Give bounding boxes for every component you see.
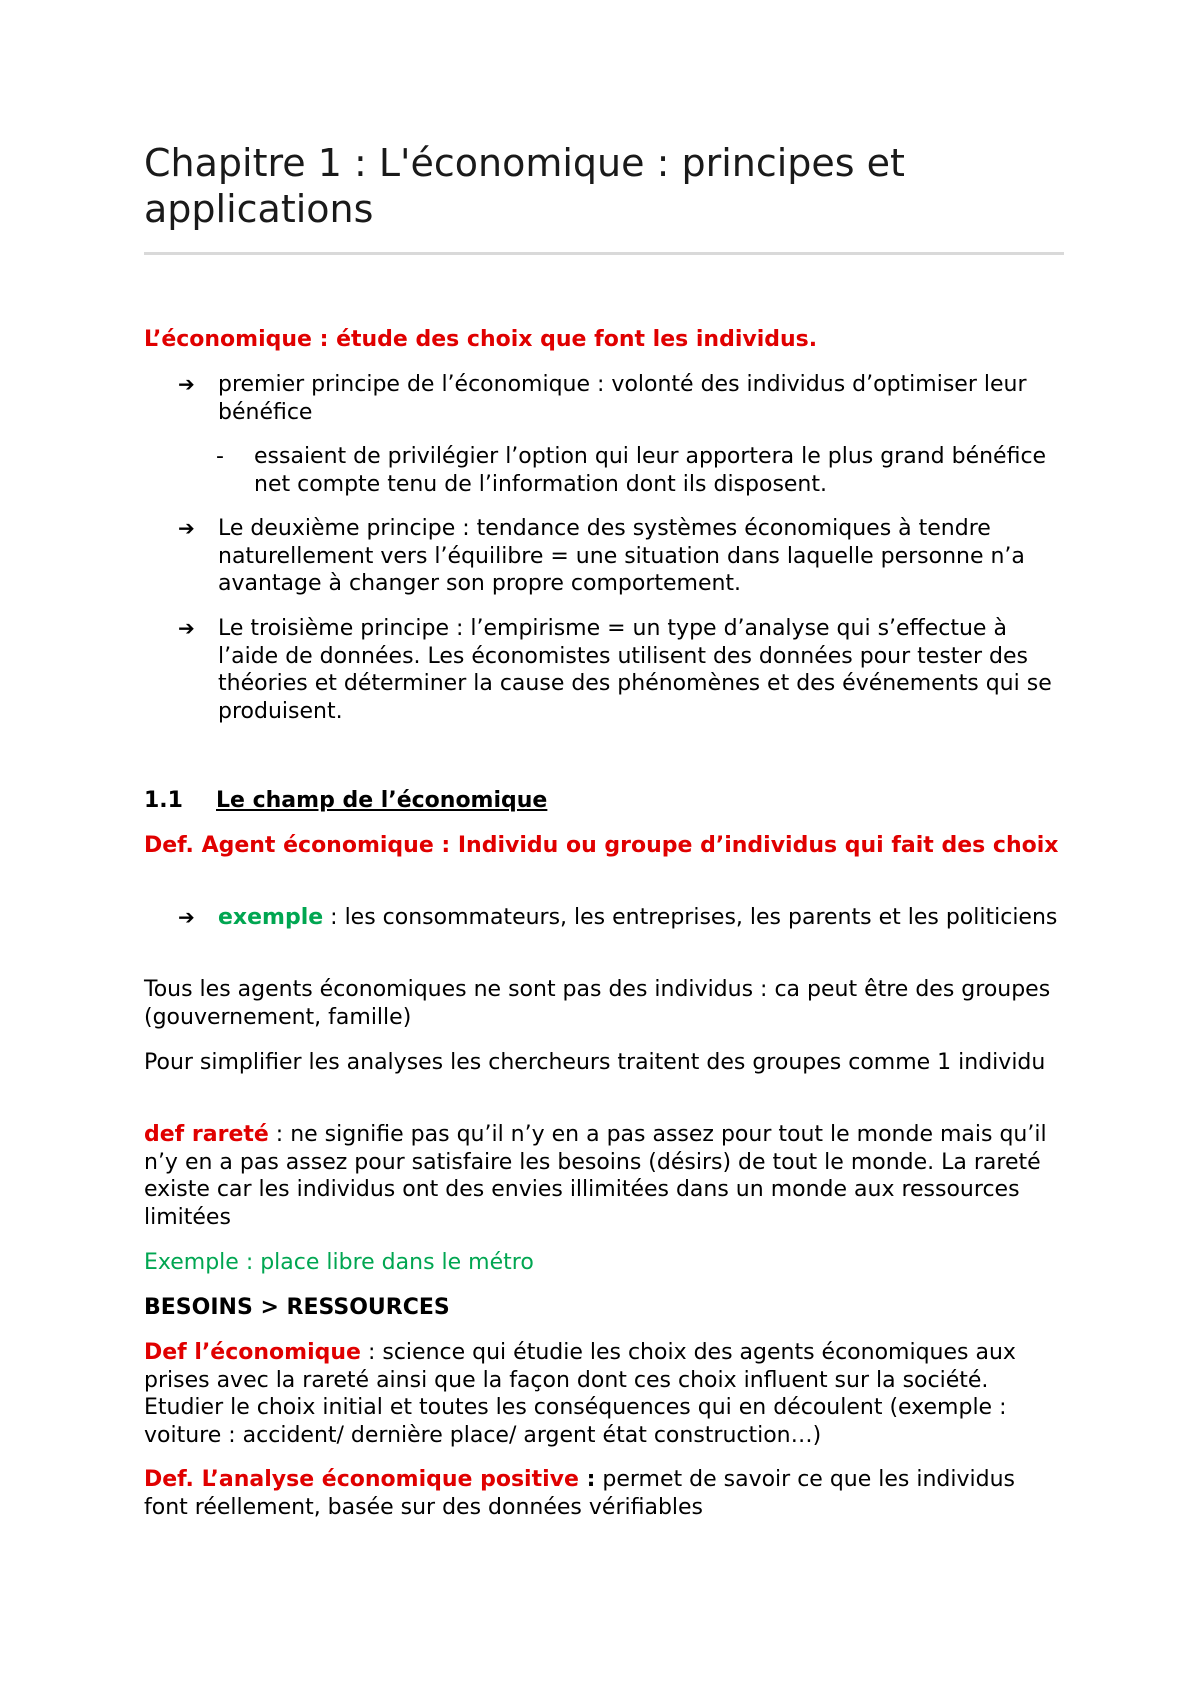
section-number: 1.1 [144,788,183,813]
arrow-right-icon: ➔ [178,516,195,540]
principle-3-text: Le troisième principe : l’empirisme = un type d’analyse qui s’effectue à l’aide de données. Les économistes utilisent des données pour tester des théories et déterminer la cause des phénomènes et des événements qui se produisent. [218,616,1052,724]
def-analyse-positive-label: Def. L’analyse économique positive [144,1467,579,1492]
paragraph-simplify: Pour simplifier les analyses les chercheurs traitent des groupes comme 1 individu [144,1050,1046,1075]
def-economique-text: : science qui étudie les choix des agents économiques aux prises avec la rareté ainsi que la façon dont ces choix influent sur la société. Etudier le choix initial et toutes les conséquences qui en découlent (exemple : voiture : accident/ dernière place/ argent état construction…) [144,1340,1016,1448]
page-title: Chapitre 1 : L'économique : principes et applications [144,141,905,231]
example-rarete: Exemple : place libre dans le métro [144,1250,534,1275]
principle-2-text: Le deuxième principe : tendance des systèmes économiques à tendre naturellement vers l’équilibre = une situation dans laquelle personne n’a avantage à changer son propre comportement. [218,516,1025,596]
paragraph-agents: Tous les agents économiques ne sont pas des individus : ca peut être des groupes (gouvernement, famille) [144,977,1051,1030]
principle-1-subitem [216,443,1066,498]
principle-2 [178,515,1058,598]
example-agents-body: : les consommateurs, les entreprises, les parents et les politiciens [323,905,1058,930]
def-rarete-text: : ne signifie pas qu’il n’y en a pas assez pour tout le monde mais qu’il n’y en a pas assez pour satisfaire les besoins (désirs) de tout le monde. La rareté existe car les individus ont des envies illimitées dans un monde aux ressources limitées [144,1122,1047,1230]
title-divider [144,252,1064,255]
def-economique-label: Def l’économique [144,1340,361,1365]
example-agents-text [218,904,1058,932]
def-agent-economique: Def. Agent économique : Individu ou groupe d’individus qui fait des choix [144,833,1059,858]
principle-1-text: premier principe de l’économique : volonté des individus d’optimiser leur bénéfice [218,372,1027,425]
arrow-right-icon: ➔ [178,905,195,929]
principle-3 [178,615,1058,725]
dash-bullet: - [216,444,224,469]
def-analyse-positive [144,1466,1064,1521]
def-rarete-label: def rareté [144,1122,269,1147]
def-rarete [144,1121,1064,1231]
arrow-right-icon: ➔ [178,616,195,640]
arrow-right-icon: ➔ [178,372,195,396]
example-agents [178,904,1058,932]
principle-1-subitem-text: essaient de privilégier l’option qui leur apportera le plus grand bénéfice net compte tenu de l’information dont ils disposent. [254,444,1047,497]
example-label: exemple [218,905,324,930]
principle-1 [178,371,1058,426]
def-analyse-positive-colon: : [578,1467,596,1492]
def-analyse-positive-text: permet de savoir ce que les individus font réellement, basée sur des données vérifiables [144,1467,1015,1520]
besoins-ressources: BESOINS > RESSOURCES [144,1295,450,1320]
intro-heading: L’économique : étude des choix que font les individus. [144,327,818,352]
section-title: Le champ de l’économique [216,788,548,813]
def-economique [144,1339,1064,1449]
